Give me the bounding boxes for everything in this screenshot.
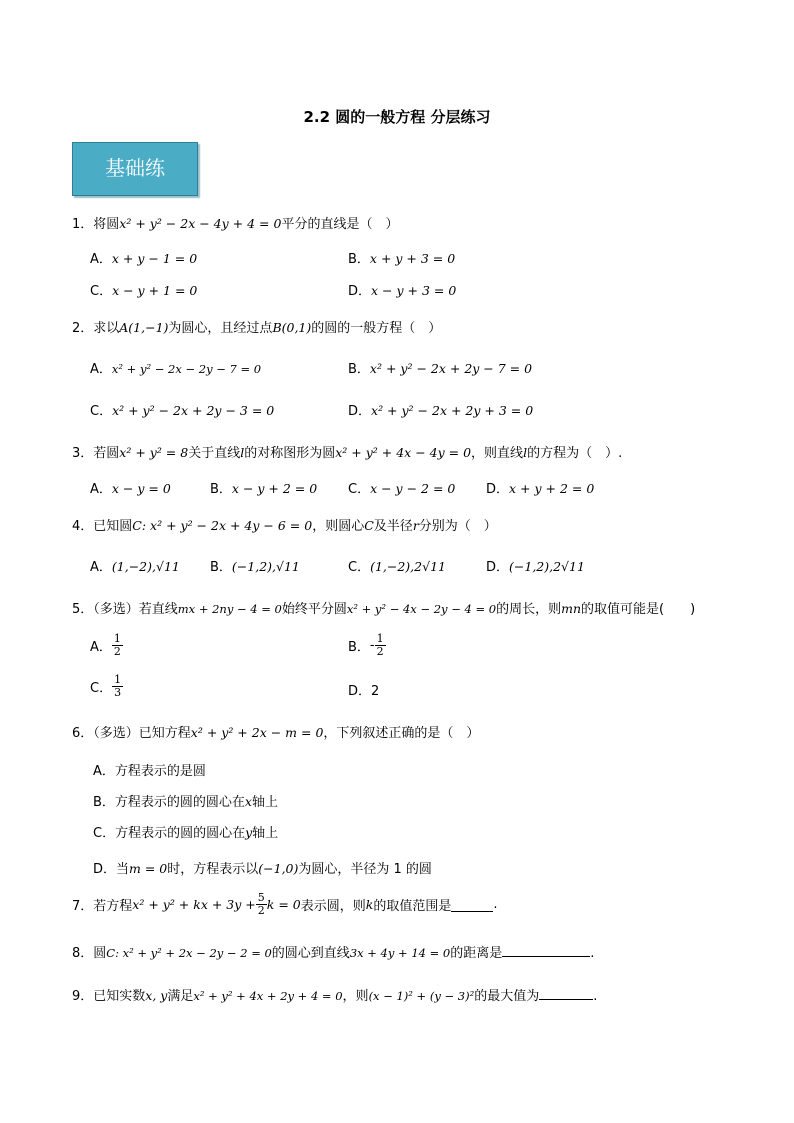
q2-option-d[interactable]: D．x² + y² − 2x + 2y + 3 = 0	[348, 403, 534, 419]
q5-option-a[interactable]: A． $\frac{1}{2}$	[90, 632, 121, 658]
question-9: 9．已知实数x, y满足x² + y² + 4x + 2y + 4 = 0，则(x − 1)² + (y − 3)²的最大值为 .	[72, 988, 598, 1004]
q1-option-d[interactable]: D．x − y + 3 = 0	[348, 283, 457, 299]
section-label: 基础练	[105, 156, 165, 180]
q4-option-a[interactable]: A．(1,−2),√11	[90, 559, 180, 575]
q4-option-b[interactable]: B．(−1,2),√11	[210, 559, 300, 575]
q3-option-d[interactable]: D．x + y + 2 = 0	[486, 481, 595, 497]
question-4: 4．已知圆C: x² + y² − 2x + 4y − 6 = 0，则圆心C及半径r分别为（ ）	[72, 518, 497, 534]
fraction: $\frac{1}{2}$	[113, 632, 121, 658]
fraction: $\frac{1}{3}$	[114, 673, 122, 699]
q2-option-a[interactable]: A．x² + y² − 2x − 2y − 7 = 0	[90, 362, 262, 377]
q2-option-b[interactable]: B．x² + y² − 2x + 2y − 7 = 0	[348, 361, 533, 377]
answer-blank[interactable]	[539, 986, 593, 1000]
question-6: 6．（多选）已知方程x² + y² + 2x − m = 0，下列叙述正确的是（ ）	[72, 725, 480, 741]
question-5: 5．（多选）若直线mx + 2ny − 4 = 0始终平分圆x² + y² − 4x − 2y − 4 = 0的周长，则mn的取值可能是( )	[72, 601, 696, 617]
point-a: A(1,−1)	[119, 320, 169, 335]
question-1-text: 1．将圆	[72, 217, 120, 232]
answer-blank[interactable]	[451, 897, 493, 912]
q4-option-c[interactable]: C．(1,−2),2√11	[348, 559, 446, 575]
question-8: 8．圆C: x² + y² + 2x − 2y − 2 = 0的圆心到直线3x + 4y + 14 = 0的距离是 .	[72, 942, 594, 961]
question-1-text-end: 平分的直线是（ ）	[281, 217, 399, 232]
fraction: $\frac{5}{2}$	[257, 891, 265, 917]
q1-option-c[interactable]: C．x − y + 1 = 0	[90, 283, 198, 299]
q3-option-b[interactable]: B．x − y + 2 = 0	[210, 481, 318, 497]
q6-option-c[interactable]: C．方程表示的圆的圆心在y轴上	[93, 825, 279, 841]
question-2: 2．求以A(1,−1)为圆心，且经过点B(0,1)的圆的一般方程（ ）	[72, 320, 442, 336]
section-header	[72, 142, 198, 196]
q5-option-d[interactable]: D．2	[348, 684, 380, 699]
question-7: 7．若方程x² + y² + kx + 3y + $\frac{5}{2}$ k = 0表示圆，则k的取值范围是 .	[72, 891, 498, 917]
point-b: B(0,1)	[272, 320, 312, 335]
q4-option-d[interactable]: D．(−1,2),2√11	[486, 559, 585, 575]
page-title: 2.2 圆的一般方程 分层练习	[303, 108, 491, 126]
answer-blank[interactable]	[502, 943, 590, 957]
q5-option-b[interactable]: B．- $\frac{1}{2}$	[348, 632, 384, 658]
q1-option-a[interactable]: A．x + y − 1 = 0	[90, 251, 198, 267]
question-1-equation: x² + y² − 2x − 4y + 4 = 0	[119, 216, 282, 231]
q6-option-a[interactable]: A．方程表示的是圆	[93, 764, 206, 779]
q6-option-b[interactable]: B．方程表示的圆的圆心在x轴上	[93, 794, 278, 810]
question-1	[72, 213, 398, 232]
q6-option-d[interactable]: D．当m = 0时，方程表示以(−1,0)为圆心，半径为 1 的圆	[93, 861, 432, 877]
q1-option-b[interactable]: B．x + y + 3 = 0	[348, 251, 456, 267]
q2-option-c[interactable]: C．x² + y² − 2x + 2y − 3 = 0	[90, 403, 275, 419]
q5-option-c[interactable]: C． $\frac{1}{3}$	[90, 673, 122, 699]
q3-option-a[interactable]: A．x − y = 0	[90, 481, 171, 497]
question-3: 3．若圆x² + y² = 8关于直线l的对称图形为圆x² + y² + 4x − 4y = 0，则直线l的方程为（ ）.	[72, 445, 623, 461]
fraction: $\frac{1}{2}$	[376, 632, 384, 658]
q3-option-c[interactable]: C．x − y − 2 = 0	[348, 481, 456, 497]
